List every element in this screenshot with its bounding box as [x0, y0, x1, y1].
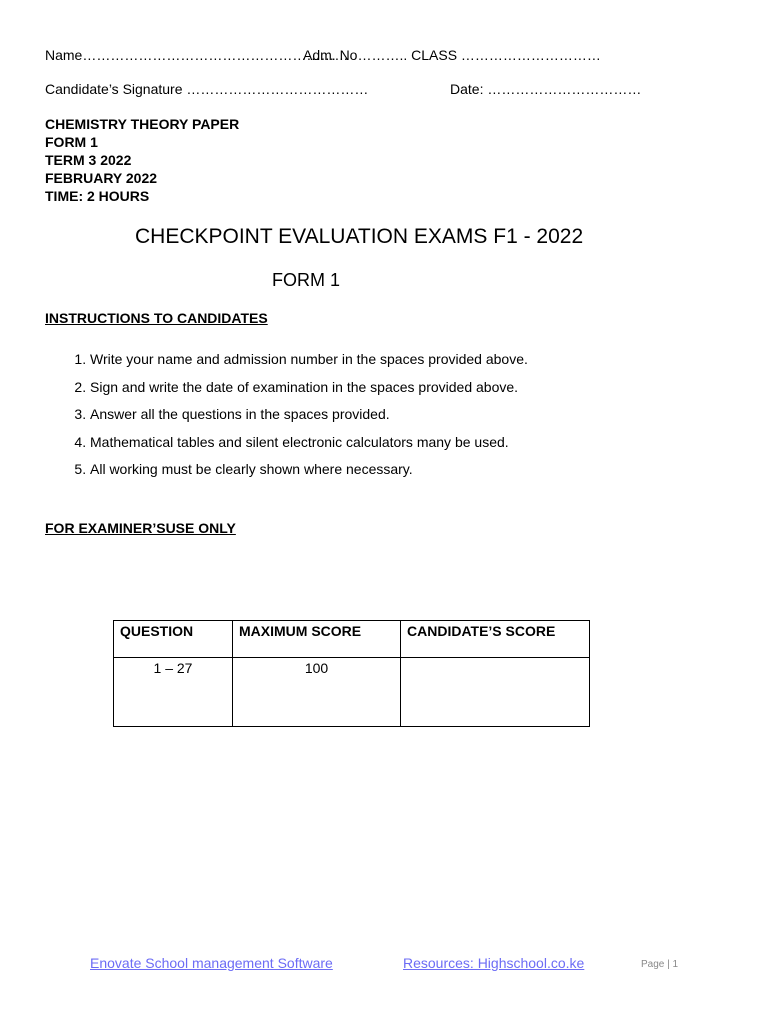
page-number: Page | 1: [641, 959, 679, 970]
enovate-link[interactable]: Enovate School management Software: [90, 955, 333, 971]
table-row: [114, 658, 590, 727]
signature-field: Candidate’s Signature …………………………………: [45, 81, 369, 97]
score-table: [113, 620, 590, 727]
header-candidate-score: CANDIDATE’S SCORE: [401, 621, 590, 658]
table-header-row: [114, 621, 590, 658]
list-item: 3. Answer all the questions in the spaces provided.: [90, 401, 710, 429]
examiner-heading: FOR EXAMINER’SUSE ONLY: [45, 520, 236, 536]
cell-candidate-score[interactable]: [401, 658, 590, 727]
instructions-heading: INSTRUCTIONS TO CANDIDATES: [45, 310, 268, 326]
page-title: CHECKPOINT EVALUATION EXAMS F1 - 2022: [135, 225, 584, 248]
paper-form: FORM 1: [45, 134, 98, 150]
adm-class-field: Adm. No……….. CLASS …………………………: [303, 47, 601, 63]
list-item: 2. Sign and write the date of examination in the spaces provided above.: [90, 374, 710, 402]
paper-date: FEBRUARY 2022: [45, 170, 158, 186]
paper-time: TIME: 2 HOURS: [45, 188, 150, 204]
list-item: 4. Mathematical tables and silent electronic calculators many be used.: [90, 429, 710, 457]
paper-info: [45, 115, 239, 205]
resources-link[interactable]: Resources: Highschool.co.ke: [403, 955, 585, 971]
name-field: Name…………………………………………………: [45, 47, 349, 63]
date-field: Date: ……………………………: [450, 81, 642, 97]
paper-term: TERM 3 2022: [45, 152, 132, 168]
page-subtitle: FORM 1: [272, 270, 341, 290]
cell-question: 1 – 27: [114, 658, 233, 727]
instructions-list: [45, 346, 710, 484]
cell-max-score: 100: [233, 658, 401, 727]
header-question: QUESTION: [114, 621, 233, 658]
list-item: 5. All working must be clearly shown where necessary.: [90, 456, 710, 484]
list-item: 1. Write your name and admission number in the spaces provided above.: [90, 346, 710, 374]
paper-subject: CHEMISTRY THEORY PAPER: [45, 116, 240, 132]
header-max-score: MAXIMUM SCORE: [233, 621, 401, 658]
